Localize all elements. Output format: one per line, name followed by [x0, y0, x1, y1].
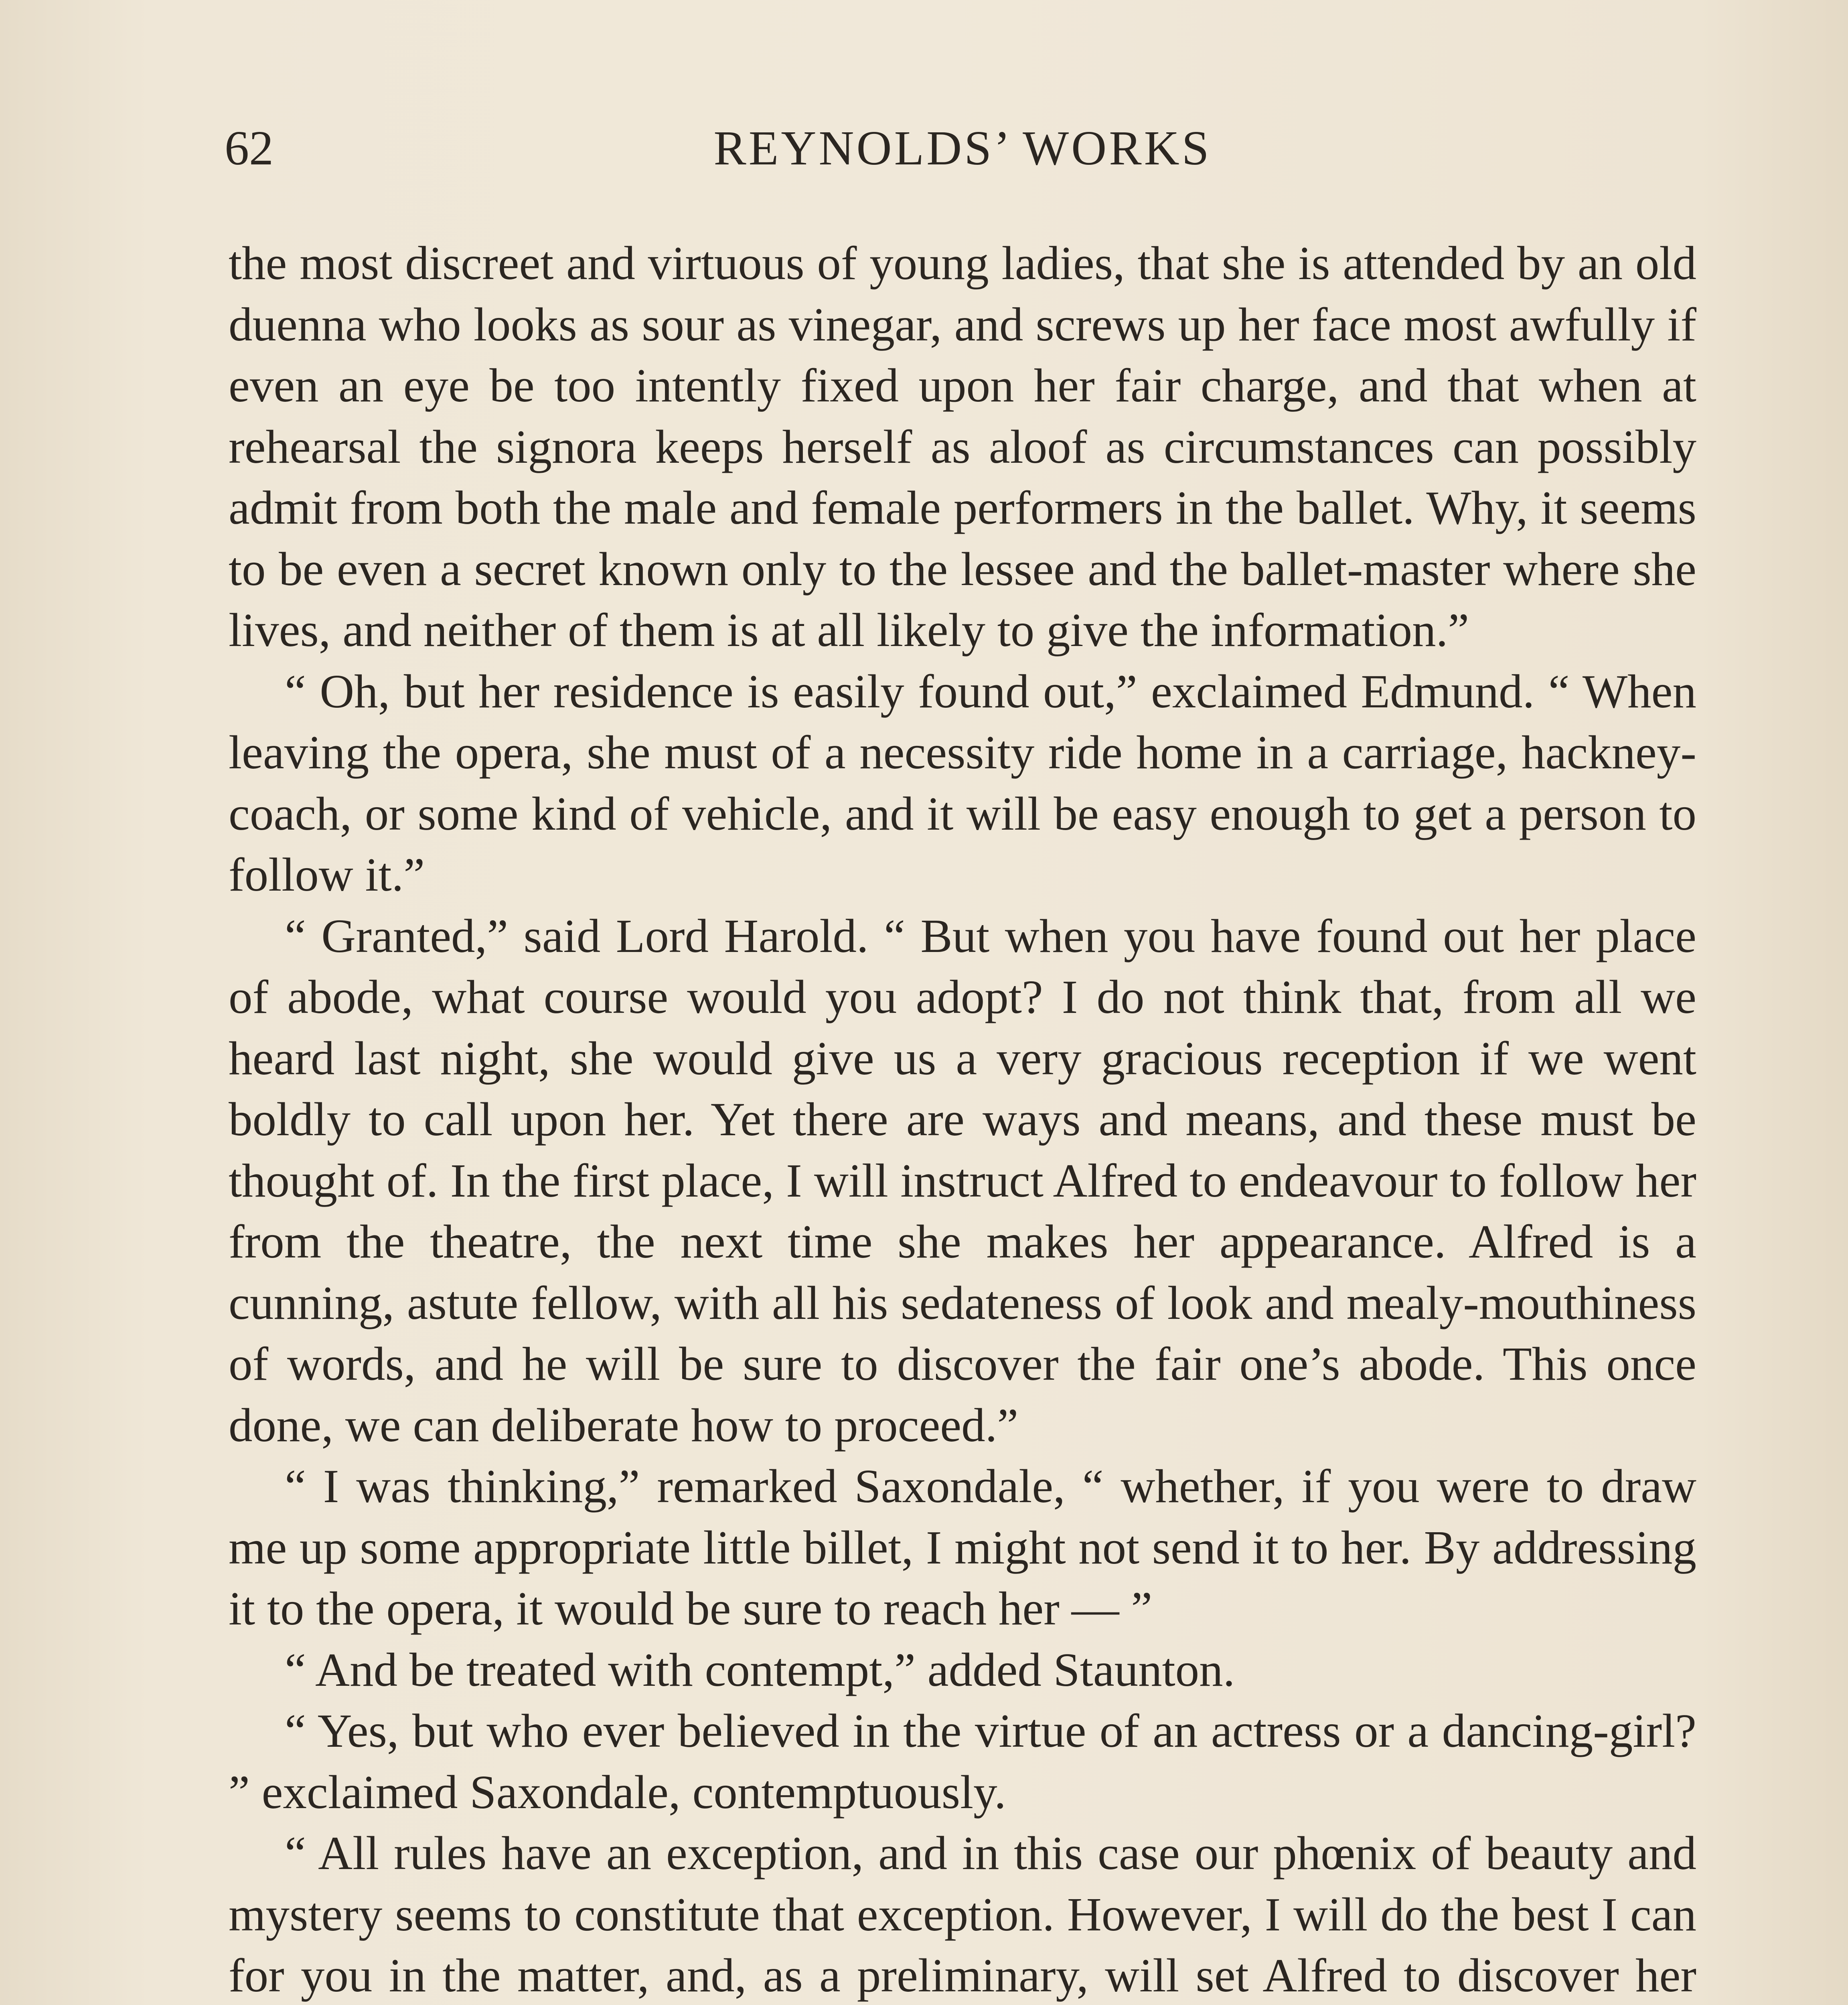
paragraph: “ Yes, but who ever believed in the virtue of an actress or a dancing-girl? ” exclaimed Saxondale, contemptuously.: [229, 1704, 1696, 1819]
page-number: 62: [225, 121, 274, 175]
paragraph: “ I was thinking,” remarked Saxondale, “ whether, if you were to draw me up some appropriate little billet, I might not send it to her. By addressing it to the opera, it would be sure to reach her — ”: [229, 1460, 1696, 1635]
paragraph: “ Granted,” said Lord Harold. “ But when you have found out her place of abode, what course would you adopt? I do not think that, from all we heard last night, she would give us a very gracious reception if we went boldly to call upon her. Yet there are ways and means, and these must be thought of. In the first place, I will instruct Alfred to endeavour to follow her from the theatre, the next time she makes her appearance. Alfred is a cunning, astute fellow, with all his sedateness of look and mealy-mouthiness of words, and he will be sure to discover the fair one’s abode. This once done, we can deliberate how to proceed.”: [229, 909, 1696, 1452]
book-title: REYNOLDS’ WORKS: [713, 121, 1212, 175]
running-head: [225, 116, 1700, 180]
paragraph: “ And be treated with contempt,” added Staunton.: [285, 1643, 1235, 1696]
paragraph: the most discreet and virtuous of young ladies, that she is attended by an old duenna who looks as sour as vinegar, and screws up her face most awfully if even an eye be too intently fixed upon her fair charge, and that when at rehearsal the signora keeps herself as aloof as circumstances can possibly admit from both the male and female performers in the ballet. Why, it seems to be even a secret known only to the lessee and the ballet-master where she lives, and neither of them is at all likely to give the information.”: [229, 237, 1696, 656]
paragraph: “ All rules have an exception, and in this case our phœnix of beauty and mystery seems to constitute that exception. However, I will do the best I can for you in the matter, and, as a preliminary, will set Alfred to discover her: [229, 1827, 1696, 2002]
body-text: [229, 233, 1696, 2005]
paragraph: “ Oh, but her residence is easily found out,” exclaimed Edmund. “ When leaving the opera, she must of a necessity ride home in a carriage, hackney-coach, or some kind of vehicle, and it will be easy enough to get a person to follow it.”: [229, 664, 1696, 901]
